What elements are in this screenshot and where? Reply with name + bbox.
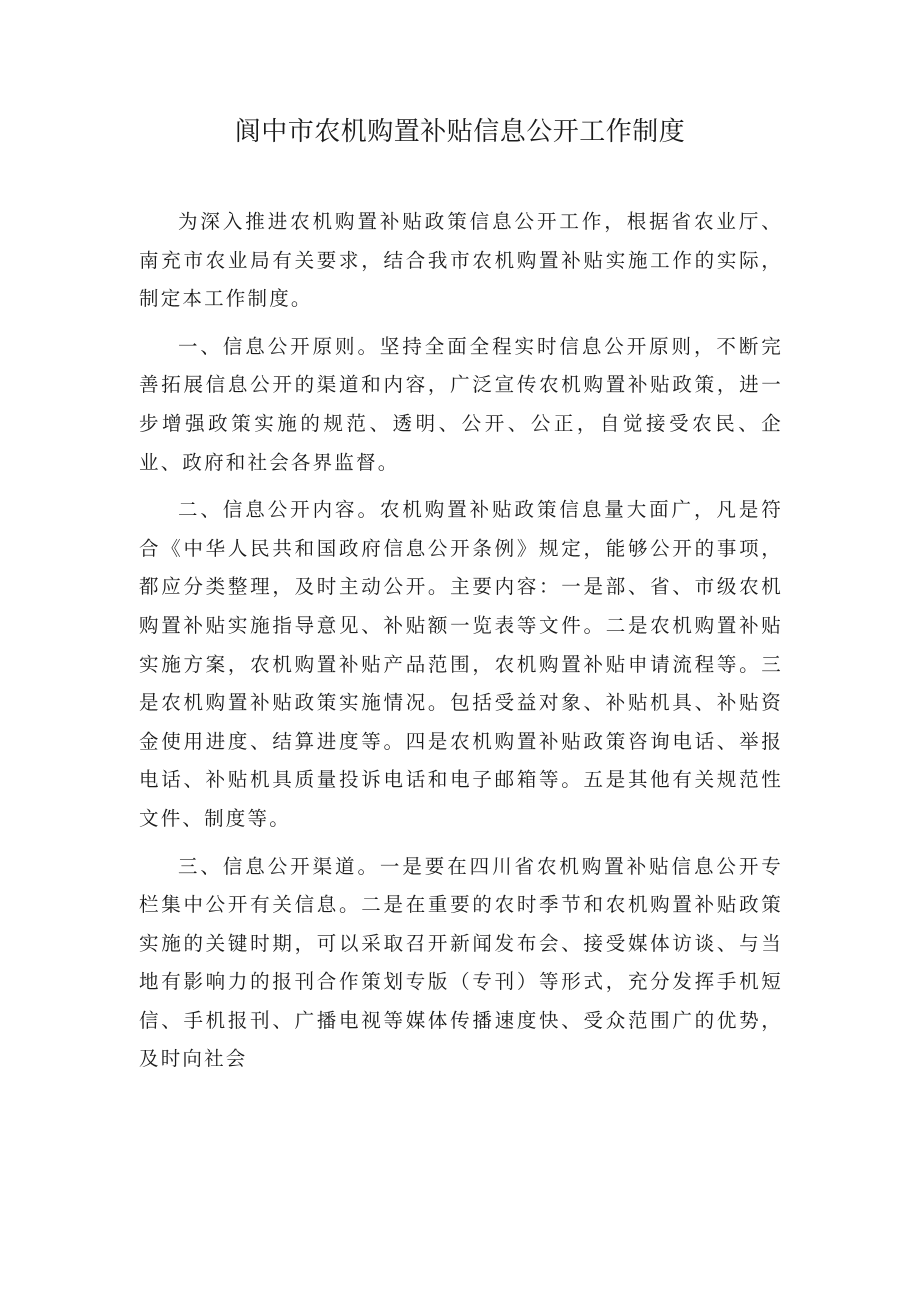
paragraph-channels: 三、信息公开渠道。一是要在四川省农机购置补贴信息公开专栏集中公开有关信息。二是在重要的农时季节和农机购置补贴政策实施的关键时期，可以采取召开新闻发布会、接受媒体访谈、与当地有影响力的报刊合作策划专版（专刊）等形式，充分发挥手机短信、手机报刊、广播电视等媒体传播速度快、受众范围广的优势，及时向社会 [139, 854, 783, 1071]
paragraph-principle: 一、信息公开原则。坚持全面全程实时信息公开原则，不断完善拓展信息公开的渠道和内容，广泛宣传农机购置补贴政策，进一步增强政策实施的规范、透明、公开、公正，自觉接受农民、企业、政府和社会各界监督。 [139, 334, 783, 474]
paragraph-content: 二、信息公开内容。农机购置补贴政策信息量大面广，凡是符合《中华人民共和国政府信息公开条例》规定，能够公开的事项，都应分类整理，及时主动公开。主要内容：一是部、省、市级农机购置补贴实施指导意见、补贴额一览表等文件。二是农机购置补贴实施方案，农机购置补贴产品范围，农机购置补贴申请流程等。三是农机购置补贴政策实施情况。包括受益对象、补贴机具、补贴资金使用进度、结算进度等。四是农机购置补贴政策咨询电话、举报电话、补贴机具质量投诉电话和电子邮箱等。五是其他有关规范性文件、制度等。 [139, 498, 783, 830]
document-body [139, 203, 783, 1088]
paragraph-intro: 为深入推进农机购置补贴政策信息公开工作，根据省农业厅、南充市农业局有关要求，结合我市农机购置补贴实施工作的实际，制定本工作制度。 [139, 210, 783, 311]
document-title: 阆中市农机购置补贴信息公开工作制度 [234, 117, 686, 147]
